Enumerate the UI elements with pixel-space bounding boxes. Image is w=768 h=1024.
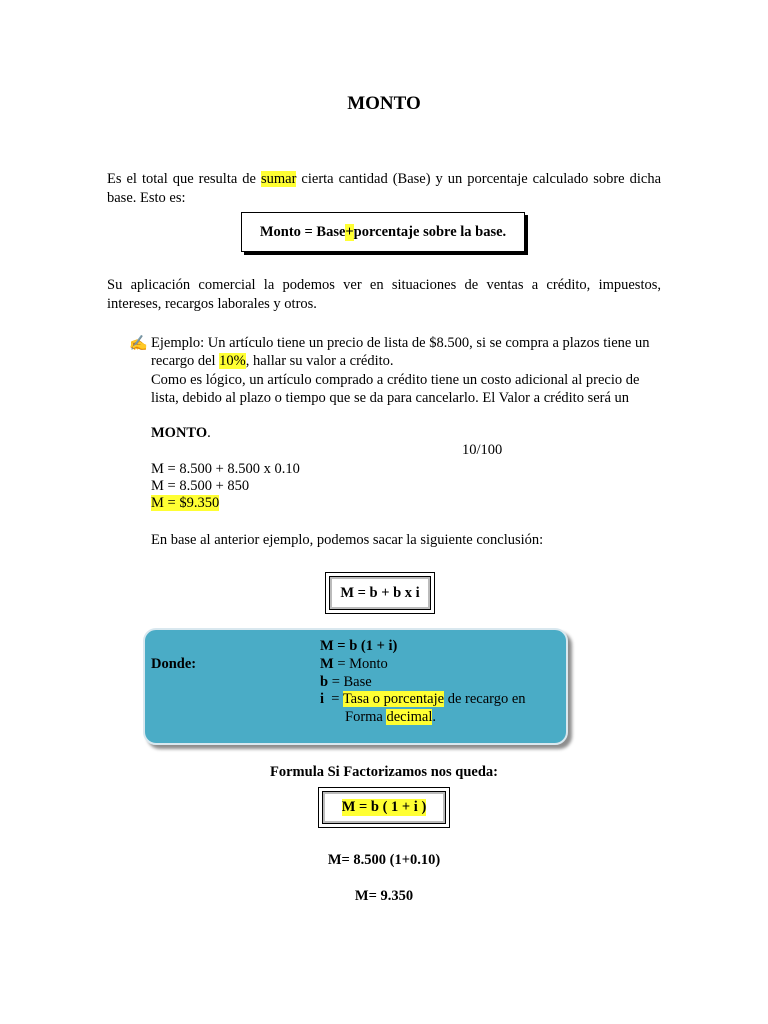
donde-decimal-highlight: decimal — [386, 709, 433, 725]
donde-rate-post: de recargo en — [444, 691, 526, 707]
donde-line-monto — [320, 655, 388, 673]
intro-text-post: cierta cantidad (Base) y un porcentaje calculado sobre dicha base. Esto es: — [107, 171, 662, 206]
donde-label: Donde: — [151, 656, 197, 672]
formula-2-wrap — [319, 788, 449, 827]
example-text-pre: Ejemplo: Un artículo tiene un precio de lista de $8.500, si se compra a plazos tiene un recargo del — [151, 335, 650, 369]
donde-rate-eq: = — [324, 691, 343, 707]
donde-decimal-pre: Forma — [345, 709, 387, 725]
formula-box-2 — [318, 787, 450, 828]
calc-result: M = $9.350 — [151, 495, 220, 511]
result-line-1: M= 8.500 (1+0.10) — [327, 852, 441, 868]
monto-label — [151, 424, 663, 442]
conclusion-text: En base al anterior ejemplo, podemos sacar la siguiente conclusión: — [151, 532, 544, 548]
donde-line-decimal — [345, 708, 436, 726]
donde-decimal-post: . — [432, 709, 437, 725]
fraction-note: 10/100 — [462, 442, 503, 458]
example-explanation: Como es lógico, un artículo comprado a crédito tiene un costo adicional al precio de lista, debido al plazo o tiempo que se da para cancelarlo. El Valor a crédito será un — [151, 372, 640, 406]
example-text-post: , hallar su valor a crédito. — [245, 353, 394, 369]
donde-line-base — [320, 673, 372, 691]
pencil-icon: ✍ — [129, 336, 148, 352]
donde-symbol-i: i — [320, 691, 325, 707]
donde-base-text: = Base — [328, 674, 372, 690]
definition-post: porcentaje sobre la base. — [353, 223, 507, 240]
calc-line-3 — [151, 494, 663, 512]
page-title: MONTO — [347, 93, 421, 114]
formula-1: M = b + b x i — [340, 584, 420, 601]
definition-box — [241, 212, 525, 252]
calc-line-1: M = 8.500 + 8.500 x 0.10 — [151, 461, 300, 477]
application-paragraph: Su aplicación comercial la podemos ver en situaciones de ventas a crédito, impuestos, intereses, recargos laborales y otros. — [107, 277, 661, 312]
donde-symbol-b: b — [320, 674, 329, 690]
calc-line-2: M = 8.500 + 850 — [151, 478, 250, 494]
factor-label: Formula Si Factorizamos nos queda: — [270, 764, 498, 780]
example-percent: 10% — [219, 353, 246, 369]
result-line-2: M= 9.350 — [354, 888, 414, 904]
definition-pre: Monto = Base — [259, 223, 346, 240]
formula-box-1 — [325, 572, 435, 614]
intro-text-pre: Es el total que resulta de — [107, 171, 261, 187]
intro-paragraph — [107, 170, 661, 208]
monto-label-dot: . — [207, 425, 211, 441]
monto-label-text: MONTO — [151, 425, 208, 441]
donde-line-rate — [320, 690, 526, 708]
donde-monto-text: = Monto — [333, 656, 388, 672]
donde-symbol-m: M — [320, 656, 334, 672]
intro-highlight: sumar — [260, 171, 297, 187]
example-statement — [151, 334, 663, 370]
definition-plus: + — [345, 223, 354, 240]
donde-rate-highlight: Tasa o porcentaje — [342, 691, 445, 707]
donde-formula: M = b (1 + i) — [320, 638, 398, 654]
formula-2: M = b ( 1 + i ) — [341, 799, 427, 815]
